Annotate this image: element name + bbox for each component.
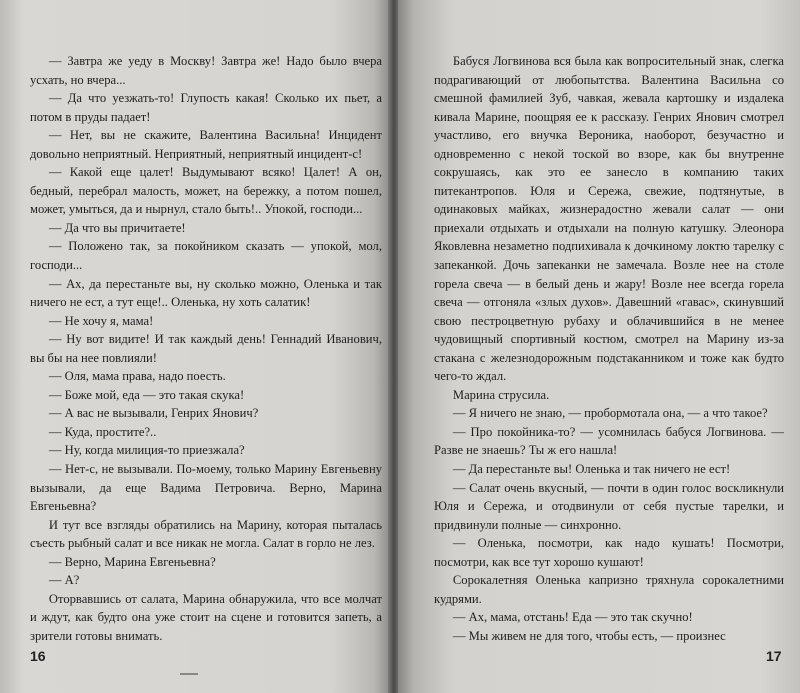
paragraph: Марина струсила. <box>452 387 550 402</box>
paragraph: — Завтра же уеду в Москву! Завтра же! Надо было вчера усхать, но вчера... <box>30 54 382 87</box>
paragraph: — Ну вот видите! И так каждый день! Геннадий Иванович, вы бы на нее повлияли! <box>30 332 382 365</box>
paragraph: — Да что уезжать-то! Глупость какая! Сколько их пьет, а потом в пруды падает! <box>30 91 382 124</box>
paragraph: — Оленька, посмотри, как надо кушать! Посмотри, посмотри, как все тут хорошо кушают! <box>434 536 784 569</box>
paragraph: — Боже мой, еда — это такая скука! <box>48 387 245 402</box>
paragraph: — Положено так, за покойником сказать — упокой, мол, господи... <box>30 239 382 273</box>
paragraph: И тут все взгляды обратились на Марину, которая пыталась съесть рыбный салат и все никак не могла. Салат в горло не лез. <box>30 517 382 551</box>
paragraph: — Мы живем не для того, чтобы есть, — произнес <box>452 628 726 643</box>
left-page <box>0 0 390 693</box>
paragraph: — Оля, мама права, надо поесть. <box>48 369 226 384</box>
page-number: 16 <box>30 648 46 664</box>
paragraph: Бабуся Логвинова вся была как вопросительный знак, слегка подрагивающий от любопытства. Валентина Васильна со смешной фамилией Зуб, чавкая, жевала картошку и издалека кивала Марине, поощряя ее к рассказу. Генрих Янович смотрел участливо, его внучка Вероника, наоборот, безучастно и одновременно с некой тоской во взоре, как бы внутренне сокрушаясь, как это ее занесло в компанию таких питекантропов. Юля и Сережа, свежие, подтянутые, в одинаковых майках, жизнерадостно жевали салат — они приехали отдыхать и отдыхали на полную катушку. Элеонора Яковлевна незаметно подпихивала к дочкиному локтю тарелку с запеканкой. Дочь запеканки не замечала. Возле нее на столе горела свеча — в белый день и жару! Возле нее всегда горела свеча — отгоняла «злых духов». Давешний «гавас», скинувший свою пестроцветную рубаху и облачившийся в не менее чудовищный спортивный костюм, смотрел на Марину из-за стакана с железнодорожным подстаканником и тоже как будто чего-то ждал. <box>434 54 784 384</box>
paragraph: — Ну, когда милиция-то приезжала? <box>48 443 245 458</box>
paragraph: — Ах, мама, отстань! Еда — это так скучно! <box>452 610 693 625</box>
paragraph: — Верно, Марина Евгеньевна? <box>48 554 216 569</box>
paragraph: — Нет, вы не скажите, Валентина Васильна! Инцидент довольно неприятный. Неприятный, неприятный инцидент-с! <box>30 128 382 161</box>
paragraph: — Не хочу я, мама! <box>48 313 154 328</box>
paragraph: Сорокалетняя Оленька капризно тряхнула сорокалетними кудрями. <box>434 573 784 606</box>
paragraph: — Куда, простите?.. <box>48 424 157 439</box>
paragraph: — Нет-с, не вызывали. По-моему, только Марину Евгеньевну вызывали, да еще Вадима Петровича. Верно, Марина Евгеньевна? <box>30 462 382 514</box>
paragraph: — Какой еще цалет! Выдумывают всяко! Цалет! А он, бедный, перебрал малость, может, на бережку, а потом пошел, может, умыться, да и нырнул, стало быть!.. Упокой, господи... <box>30 165 382 217</box>
paragraph: — Да что вы причитаете! <box>48 220 186 235</box>
paragraph: — Ах, да перестаньте вы, ну сколько можно, Оленька и так ничего не ест, а тут еще!.. Оленька, ну хоть салатик! <box>30 276 382 310</box>
paragraph: — А? <box>48 573 80 588</box>
left-page-text <box>30 52 382 646</box>
paragraph: — А вас не вызывали, Генрих Янович? <box>48 406 259 421</box>
paragraph: — Я ничего не знаю, — пробормотала она, — а что такое? <box>452 406 768 421</box>
paragraph: — Да перестаньте вы! Оленька и так ничего не ест! <box>452 462 731 477</box>
paragraph: — Про покойника-то? — усомнилась бабуся Логвинова. — Разве не знаешь? Ты ж его нашла! <box>434 424 784 458</box>
print-smudge <box>180 673 198 675</box>
right-page <box>398 0 800 693</box>
paragraph: Оторвавшись от салата, Марина обнаружила, что все молчат и ждут, как будто она уже стоит на сцене и готовится запеть, а зрители готовы внимать. <box>30 591 382 643</box>
paragraph: — Салат очень вкусный, — почти в один голос воскликнули Юля и Сережа, и отодвинули от себя пустые тарелки, и придвинули полные — синхронно. <box>434 480 784 532</box>
right-page-text <box>434 52 784 646</box>
page-number: 17 <box>766 648 782 664</box>
